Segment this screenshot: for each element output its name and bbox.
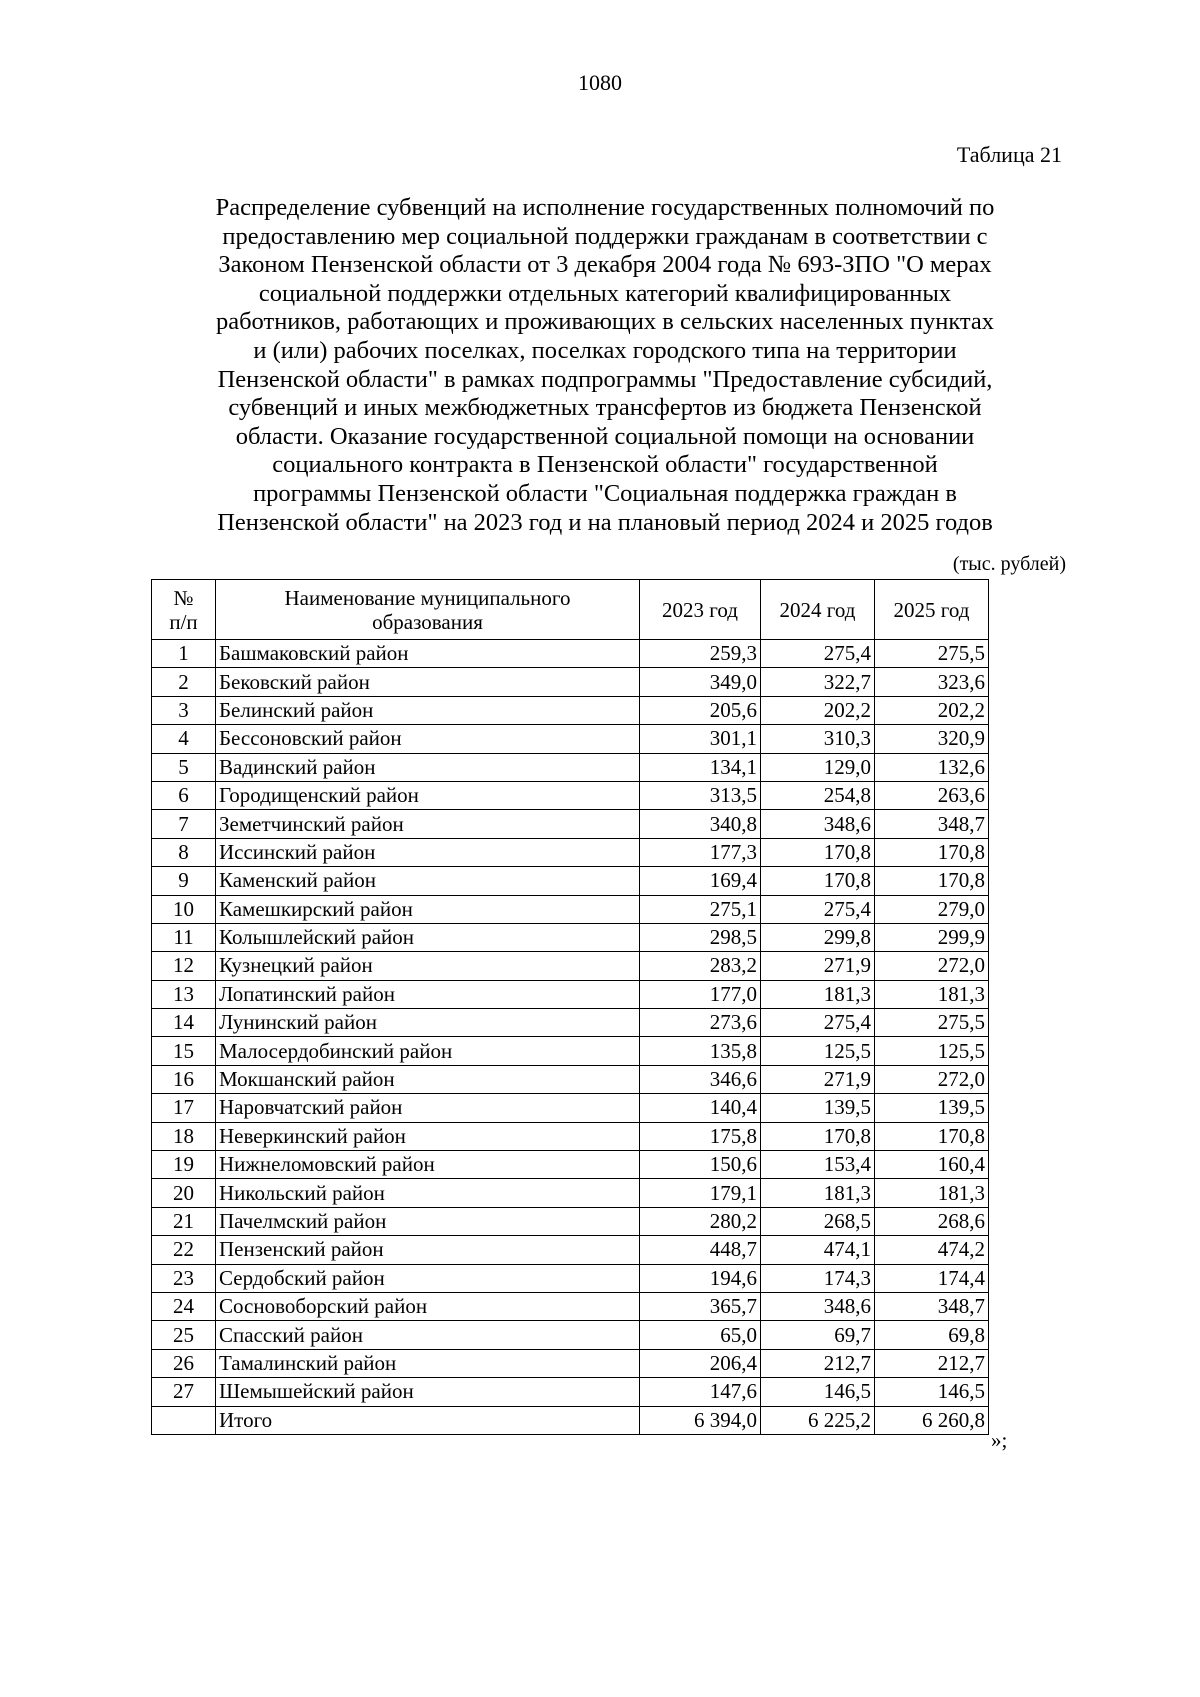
table-row bbox=[152, 725, 989, 753]
cell-number bbox=[152, 1406, 216, 1434]
cell-number: 21 bbox=[152, 1207, 216, 1235]
cell-number: 23 bbox=[152, 1264, 216, 1292]
table-header-row bbox=[152, 580, 989, 640]
header-2024: 2024 год bbox=[761, 580, 875, 640]
table-row bbox=[152, 668, 989, 696]
cell-number: 1 bbox=[152, 640, 216, 668]
cell-municipality: Сосновоборский район bbox=[216, 1292, 640, 1320]
cell-number: 26 bbox=[152, 1349, 216, 1377]
heading-line: субвенций и иных межбюджетных трансфертов из бюджета Пензенской bbox=[228, 394, 982, 422]
cell-municipality: Шемышейский район bbox=[216, 1378, 640, 1406]
cell-2023: 365,7 bbox=[640, 1292, 761, 1320]
cell-2025: 279,0 bbox=[875, 895, 989, 923]
cell-number: 24 bbox=[152, 1292, 216, 1320]
cell-2025: 6 260,8 bbox=[875, 1406, 989, 1434]
cell-2024: 268,5 bbox=[761, 1207, 875, 1235]
cell-number: 4 bbox=[152, 725, 216, 753]
cell-2025: 170,8 bbox=[875, 1122, 989, 1150]
cell-2024: 348,6 bbox=[761, 1292, 875, 1320]
cell-municipality: Башмаковский район bbox=[216, 640, 640, 668]
cell-municipality: Белинский район bbox=[216, 696, 640, 724]
cell-2024: 275,4 bbox=[761, 895, 875, 923]
cell-number: 17 bbox=[152, 1094, 216, 1122]
document-heading bbox=[145, 194, 1065, 537]
table-row bbox=[152, 838, 989, 866]
cell-2025: 263,6 bbox=[875, 781, 989, 809]
heading-line: области. Оказание государственной социальной помощи на основании bbox=[235, 422, 975, 450]
cell-municipality: Кузнецкий район bbox=[216, 952, 640, 980]
cell-2023: 273,6 bbox=[640, 1009, 761, 1037]
cell-2025: 348,7 bbox=[875, 1292, 989, 1320]
cell-number: 12 bbox=[152, 952, 216, 980]
cell-2023: 298,5 bbox=[640, 923, 761, 951]
heading-line: Пензенской области" на 2023 год и на плановый период 2024 и 2025 годов bbox=[217, 508, 993, 536]
table-row bbox=[152, 1179, 989, 1207]
cell-municipality: Колышлейский район bbox=[216, 923, 640, 951]
cell-2023: 301,1 bbox=[640, 725, 761, 753]
table-row bbox=[152, 1292, 989, 1320]
cell-2025: 299,9 bbox=[875, 923, 989, 951]
cell-2025: 275,5 bbox=[875, 1009, 989, 1037]
table-row bbox=[152, 867, 989, 895]
table-row bbox=[152, 1207, 989, 1235]
cell-2025: 212,7 bbox=[875, 1349, 989, 1377]
cell-2023: 177,3 bbox=[640, 838, 761, 866]
cell-number: 25 bbox=[152, 1321, 216, 1349]
units-note: (тыс. рублей) bbox=[952, 553, 1066, 575]
table-row bbox=[152, 640, 989, 668]
cell-2025: 170,8 bbox=[875, 867, 989, 895]
cell-2024: 146,5 bbox=[761, 1378, 875, 1406]
cell-2023: 147,6 bbox=[640, 1378, 761, 1406]
cell-2023: 340,8 bbox=[640, 810, 761, 838]
cell-2025: 181,3 bbox=[875, 1179, 989, 1207]
cell-2023: 349,0 bbox=[640, 668, 761, 696]
cell-2024: 181,3 bbox=[761, 1179, 875, 1207]
cell-2025: 146,5 bbox=[875, 1378, 989, 1406]
cell-number: 5 bbox=[152, 753, 216, 781]
cell-2024: 129,0 bbox=[761, 753, 875, 781]
cell-number: 22 bbox=[152, 1236, 216, 1264]
cell-municipality: Пачелмский район bbox=[216, 1207, 640, 1235]
cell-2024: 212,7 bbox=[761, 1349, 875, 1377]
cell-number: 18 bbox=[152, 1122, 216, 1150]
cell-2025: 170,8 bbox=[875, 838, 989, 866]
cell-2024: 275,4 bbox=[761, 1009, 875, 1037]
cell-number: 8 bbox=[152, 838, 216, 866]
cell-municipality: Пензенский район bbox=[216, 1236, 640, 1264]
table-row bbox=[152, 1349, 989, 1377]
cell-number: 11 bbox=[152, 923, 216, 951]
cell-2023: 175,8 bbox=[640, 1122, 761, 1150]
cell-municipality: Неверкинский район bbox=[216, 1122, 640, 1150]
cell-municipality: Мокшанский район bbox=[216, 1065, 640, 1093]
cell-2025: 132,6 bbox=[875, 753, 989, 781]
cell-number: 6 bbox=[152, 781, 216, 809]
table-row bbox=[152, 1065, 989, 1093]
cell-2025: 160,4 bbox=[875, 1151, 989, 1179]
cell-2025: 69,8 bbox=[875, 1321, 989, 1349]
cell-2024: 139,5 bbox=[761, 1094, 875, 1122]
table-row bbox=[152, 1037, 989, 1065]
cell-municipality: Тамалинский район bbox=[216, 1349, 640, 1377]
cell-2023: 179,1 bbox=[640, 1179, 761, 1207]
cell-2023: 194,6 bbox=[640, 1264, 761, 1292]
cell-2025: 348,7 bbox=[875, 810, 989, 838]
cell-number: 19 bbox=[152, 1151, 216, 1179]
cell-2023: 283,2 bbox=[640, 952, 761, 980]
table-body bbox=[152, 640, 989, 1435]
cell-2023: 6 394,0 bbox=[640, 1406, 761, 1434]
table-row bbox=[152, 781, 989, 809]
heading-line: Пензенской области" в рамках подпрограммы "Предоставление субсидий, bbox=[217, 365, 993, 393]
table-total-row bbox=[152, 1406, 989, 1434]
cell-municipality: Итого bbox=[216, 1406, 640, 1434]
subventions-table bbox=[151, 579, 989, 1435]
heading-line: предоставлению мер социальной поддержки гражданам в соответствии с bbox=[222, 222, 988, 250]
cell-2023: 65,0 bbox=[640, 1321, 761, 1349]
cell-2023: 169,4 bbox=[640, 867, 761, 895]
cell-municipality: Каменский район bbox=[216, 867, 640, 895]
header-2023: 2023 год bbox=[640, 580, 761, 640]
cell-2024: 202,2 bbox=[761, 696, 875, 724]
cell-2024: 170,8 bbox=[761, 1122, 875, 1150]
heading-line: Законом Пензенской области от 3 декабря 2004 года № 693-ЗПО "О мерах bbox=[218, 251, 992, 279]
cell-2024: 474,1 bbox=[761, 1236, 875, 1264]
cell-2023: 275,1 bbox=[640, 895, 761, 923]
cell-2025: 174,4 bbox=[875, 1264, 989, 1292]
heading-line: социальной поддержки отдельных категорий квалифицированных bbox=[258, 279, 952, 307]
cell-municipality: Сердобский район bbox=[216, 1264, 640, 1292]
cell-number: 10 bbox=[152, 895, 216, 923]
cell-2024: 69,7 bbox=[761, 1321, 875, 1349]
table-row bbox=[152, 753, 989, 781]
heading-line: Распределение субвенций на исполнение государственных полномочий по bbox=[215, 194, 995, 221]
cell-2024: 125,5 bbox=[761, 1037, 875, 1065]
table-row bbox=[152, 1151, 989, 1179]
table-row bbox=[152, 810, 989, 838]
cell-2025: 202,2 bbox=[875, 696, 989, 724]
cell-2024: 181,3 bbox=[761, 980, 875, 1008]
cell-number: 7 bbox=[152, 810, 216, 838]
table-row bbox=[152, 1264, 989, 1292]
closing-quote-mark: »; bbox=[991, 1428, 1008, 1452]
cell-2025: 272,0 bbox=[875, 952, 989, 980]
cell-2024: 170,8 bbox=[761, 838, 875, 866]
table-row bbox=[152, 1378, 989, 1406]
cell-2024: 6 225,2 bbox=[761, 1406, 875, 1434]
table-row bbox=[152, 1122, 989, 1150]
cell-2024: 271,9 bbox=[761, 1065, 875, 1093]
cell-2025: 139,5 bbox=[875, 1094, 989, 1122]
table-row bbox=[152, 980, 989, 1008]
cell-number: 2 bbox=[152, 668, 216, 696]
cell-2023: 205,6 bbox=[640, 696, 761, 724]
cell-number: 16 bbox=[152, 1065, 216, 1093]
cell-2024: 170,8 bbox=[761, 867, 875, 895]
heading-line: социального контракта в Пензенской области" государственной bbox=[272, 451, 938, 479]
cell-municipality: Бековский район bbox=[216, 668, 640, 696]
cell-municipality: Бессоновский район bbox=[216, 725, 640, 753]
cell-number: 20 bbox=[152, 1179, 216, 1207]
cell-number: 14 bbox=[152, 1009, 216, 1037]
header-number: № п/п bbox=[152, 580, 216, 640]
cell-2024: 153,4 bbox=[761, 1151, 875, 1179]
table-row bbox=[152, 895, 989, 923]
cell-municipality: Малосердобинский район bbox=[216, 1037, 640, 1065]
cell-2024: 174,3 bbox=[761, 1264, 875, 1292]
cell-2023: 313,5 bbox=[640, 781, 761, 809]
table-row bbox=[152, 1094, 989, 1122]
cell-2025: 181,3 bbox=[875, 980, 989, 1008]
cell-2025: 320,9 bbox=[875, 725, 989, 753]
cell-municipality: Вадинский район bbox=[216, 753, 640, 781]
cell-2025: 268,6 bbox=[875, 1207, 989, 1235]
cell-number: 13 bbox=[152, 980, 216, 1008]
cell-2023: 259,3 bbox=[640, 640, 761, 668]
cell-2025: 272,0 bbox=[875, 1065, 989, 1093]
cell-2023: 134,1 bbox=[640, 753, 761, 781]
heading-line: работников, работающих и проживающих в сельских населенных пунктах bbox=[215, 308, 995, 336]
table-row bbox=[152, 923, 989, 951]
cell-number: 15 bbox=[152, 1037, 216, 1065]
cell-2023: 346,6 bbox=[640, 1065, 761, 1093]
cell-2024: 348,6 bbox=[761, 810, 875, 838]
cell-number: 27 bbox=[152, 1378, 216, 1406]
heading-line: и (или) рабочих поселках, поселках городского типа на территории bbox=[253, 336, 957, 364]
cell-2023: 448,7 bbox=[640, 1236, 761, 1264]
cell-2025: 474,2 bbox=[875, 1236, 989, 1264]
cell-2024: 299,8 bbox=[761, 923, 875, 951]
page-number: 1080 bbox=[578, 70, 622, 95]
table-row bbox=[152, 1009, 989, 1037]
table-row bbox=[152, 696, 989, 724]
cell-2024: 310,3 bbox=[761, 725, 875, 753]
table-row bbox=[152, 952, 989, 980]
cell-2023: 280,2 bbox=[640, 1207, 761, 1235]
cell-municipality: Нижнеломовский район bbox=[216, 1151, 640, 1179]
heading-line: программы Пензенской области "Социальная поддержка граждан в bbox=[253, 479, 957, 507]
cell-2025: 275,5 bbox=[875, 640, 989, 668]
cell-2024: 275,4 bbox=[761, 640, 875, 668]
header-2025: 2025 год bbox=[875, 580, 989, 640]
cell-2023: 150,6 bbox=[640, 1151, 761, 1179]
cell-municipality: Камешкирский район bbox=[216, 895, 640, 923]
cell-municipality: Никольский район bbox=[216, 1179, 640, 1207]
cell-2024: 254,8 bbox=[761, 781, 875, 809]
cell-2024: 271,9 bbox=[761, 952, 875, 980]
cell-number: 3 bbox=[152, 696, 216, 724]
cell-municipality: Городищенский район bbox=[216, 781, 640, 809]
cell-2023: 177,0 bbox=[640, 980, 761, 1008]
cell-number: 9 bbox=[152, 867, 216, 895]
cell-2025: 125,5 bbox=[875, 1037, 989, 1065]
cell-2023: 135,8 bbox=[640, 1037, 761, 1065]
cell-2024: 322,7 bbox=[761, 668, 875, 696]
cell-municipality: Лопатинский район bbox=[216, 980, 640, 1008]
cell-municipality: Лунинский район bbox=[216, 1009, 640, 1037]
header-municipality: Наименование муниципального образования bbox=[216, 580, 640, 640]
table-row bbox=[152, 1321, 989, 1349]
cell-municipality: Иссинский район bbox=[216, 838, 640, 866]
table-caption: Таблица 21 bbox=[956, 142, 1062, 167]
table-row bbox=[152, 1236, 989, 1264]
cell-2023: 206,4 bbox=[640, 1349, 761, 1377]
cell-municipality: Земетчинский район bbox=[216, 810, 640, 838]
cell-2025: 323,6 bbox=[875, 668, 989, 696]
cell-municipality: Наровчатский район bbox=[216, 1094, 640, 1122]
cell-municipality: Спасский район bbox=[216, 1321, 640, 1349]
cell-2023: 140,4 bbox=[640, 1094, 761, 1122]
